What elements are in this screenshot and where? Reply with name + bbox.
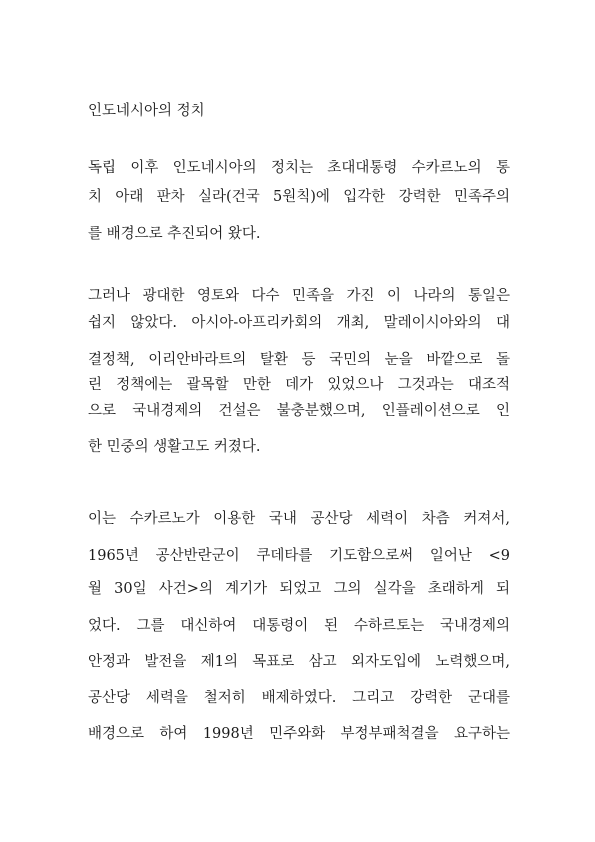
paragraph-3-line-1: 이는 수카르노가 이용한 국내 공산당 세력이 차츰 커져서, [88, 511, 510, 527]
paragraph-2-line-2: 쉽지 않았다. 아시아-아프리카회의 개최, 말레이시아와의 대 [88, 315, 510, 331]
paragraph-2-line-1: 그러나 광대한 영토와 다수 민족을 가진 이 나라의 통일은 [88, 288, 510, 304]
paragraph-3-line-4: 었다. 그를 대신하여 대통령이 된 수하르토는 국내경제의 [88, 618, 510, 634]
paragraph-1-line-3: 를 배경으로 추진되어 왔다. [88, 226, 261, 242]
paragraph-2-line-5: 으로 국내경제의 건설은 불충분했으며, 인플레이션으로 인 [88, 403, 510, 419]
paragraph-3-line-3: 월 30일 사건>의 계기가 되었고 그의 실각을 초래하게 되 [88, 581, 510, 597]
paragraph-3-line-7: 배경으로 하여 1998년 민주와화 부정부패척결을 요구하는 [88, 726, 510, 742]
paragraph-3-line-2: 1965년 공산반란군이 쿠데타를 기도함으로써 일어난 <9 [88, 548, 510, 564]
paragraph-2-line-6: 한 민중의 생활고도 커졌다. [88, 439, 261, 455]
paragraph-1-line-1: 독립 이후 인도네시아의 정치는 초대대통령 수카르노의 통 [88, 160, 510, 176]
paragraph-3-line-6: 공산당 세력을 철저히 배제하였다. 그리고 강력한 군대를 [88, 690, 510, 706]
paragraph-2-line-4: 린 정책에는 괄목할 만한 데가 있었으나 그것과는 대조적 [88, 377, 510, 393]
paragraph-2-line-3: 결정책, 이리안바라트의 탈환 등 국민의 눈을 바깥으로 돌 [88, 352, 510, 368]
paragraph-1-line-2: 치 아래 판차 실라(건국 5원칙)에 입각한 강력한 민족주의 [88, 189, 510, 205]
paragraph-3-line-5: 안정과 발전을 제1의 목표로 삼고 외자도입에 노력했으며, [88, 654, 510, 670]
document-title: 인도네시아의 정치 [88, 103, 205, 119]
